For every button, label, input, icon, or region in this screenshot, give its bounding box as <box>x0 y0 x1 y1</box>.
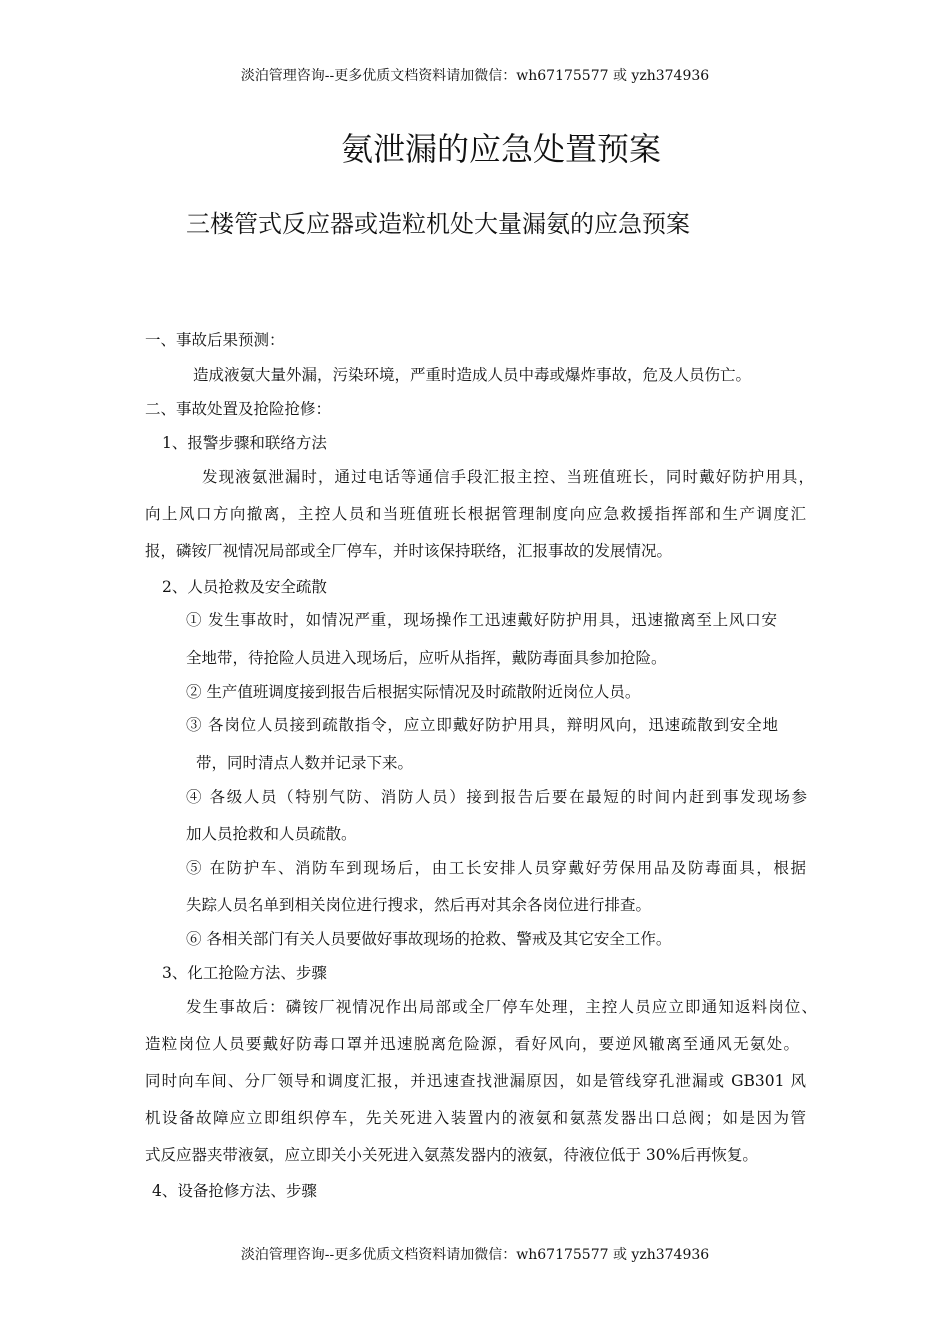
page-header: 淡泊管理咨询--更多优质文档资料请加微信：wh67175577 或 yzh374936 <box>240 68 710 84</box>
page-footer: 淡泊管理咨询--更多优质文档资料请加微信：wh67175577 或 yzh374936 <box>240 1247 710 1263</box>
list-item-line: ⑥ 各相关部门有关人员要做好事故现场的抢救、警戒及其它安全工作。 <box>186 930 672 948</box>
list-item-line: 全地带，待抢险人员进入现场后，应听从指挥，戴防毒面具参加抢险。 <box>186 649 667 667</box>
paragraph-line: 造粒岗位人员要戴好防毒口罩并迅速脱离危险源，看好风向，要逆风辙离至通风无氨处。 <box>145 1035 799 1053</box>
section-1-heading: 一、事故后果预测： <box>145 331 285 349</box>
list-item-line: 失踪人员名单到相关岗位进行搜求，然后再对其余各岗位进行排查。 <box>186 896 652 914</box>
paragraph-line: 式反应器夹带液氨，应立即关小关死进入氨蒸发器内的液氨，待液位低于 30%后再恢复。 <box>145 1146 758 1164</box>
paragraph-line: 报，磷铵厂视情况局部或全厂停车，并时该保持联络，汇报事故的发展情况。 <box>145 542 673 560</box>
section-1-text: 造成液氨大量外漏，污染环境，严重时造成人员中毒或爆炸事故，危及人员伤亡。 <box>193 366 752 384</box>
list-item-line: 加人员抢救和人员疏散。 <box>186 825 357 843</box>
paragraph-line: 向上风口方向撤离，主控人员和当班值班长根据管理制度向应急救援指挥部和生产调度汇 <box>145 505 806 523</box>
section-2-heading: 二、事故处置及抢险抢修： <box>145 400 332 418</box>
list-item-line: 带，同时清点人数并记录下来。 <box>196 754 414 772</box>
document-subtitle: 三楼管式反应器或造粒机处大量漏氨的应急预案 <box>186 210 690 238</box>
paragraph-line: 发现液氨泄漏时，通过电话等通信手段汇报主控、当班值班长，同时戴好防护用具， <box>202 468 814 486</box>
subsection-2-3-heading: 3、化工抢险方法、步骤 <box>162 964 327 982</box>
list-item-line: ③ 各岗位人员接到疏散指令，应立即戴好防护用具，辩明风向，迅速疏散到安全地 <box>186 716 778 734</box>
paragraph-line: 发生事故后：磷铵厂视情况作出局部或全厂停车处理，主控人员应立即通知返料岗位、 <box>186 998 817 1016</box>
list-item-line: ⑤ 在防护车、消防车到现场后，由工长安排人员穿戴好劳保用品及防毒面具，根据 <box>186 859 806 877</box>
subsection-2-4-heading: 4、设备抢修方法、步骤 <box>152 1182 317 1200</box>
list-item-line: ④ 各级人员（特别气防、消防人员）接到报告后要在最短的时间内赶到事发现场参 <box>186 788 807 806</box>
paragraph-line: 同时向车间、分厂领导和调度汇报，并迅速查找泄漏原因，如是管线穿孔泄漏或 GB301 风 <box>145 1072 806 1090</box>
subsection-2-2-heading: 2、人员抢救及安全疏散 <box>162 578 327 596</box>
list-item-line: ① 发生事故时，如情况严重，现场操作工迅速戴好防护用具，迅速撤离至上风口安 <box>186 611 777 629</box>
list-item-line: ② 生产值班调度接到报告后根据实际情况及时疏散附近岗位人员。 <box>186 683 641 701</box>
document-title: 氨泄漏的应急处置预案 <box>340 130 661 168</box>
subsection-2-1-heading: 1、报警步骤和联络方法 <box>162 434 327 452</box>
paragraph-line: 机设备故障应立即组织停车，先关死进入装置内的液氨和氨蒸发器出口总阀；如是因为管 <box>145 1109 806 1127</box>
